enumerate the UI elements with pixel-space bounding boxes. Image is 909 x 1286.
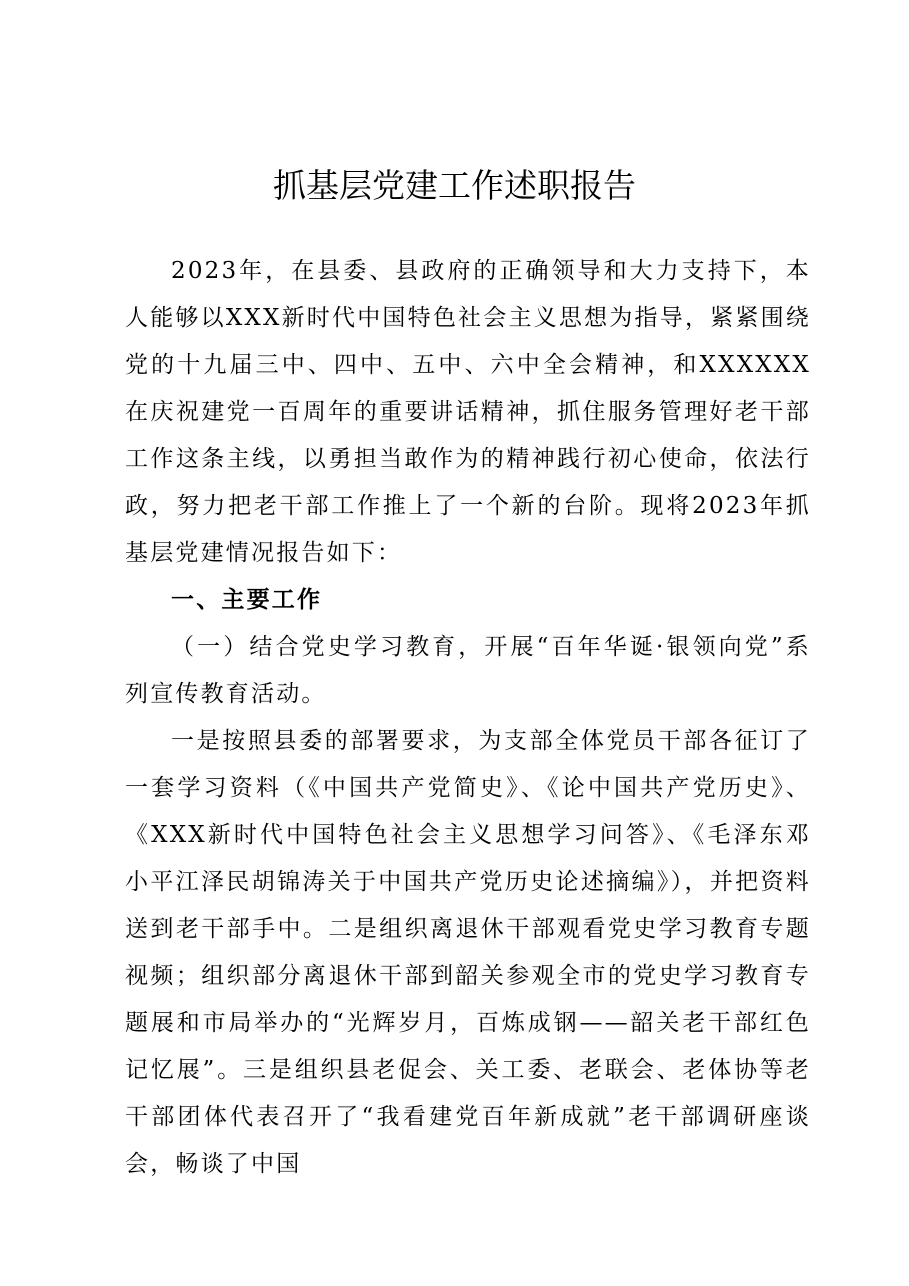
subsection-heading: （一）结合党史学习教育，开展“百年华诞·银领向党”系列宣传教育活动。 [125, 634, 811, 707]
body-paragraph: 一是按照县委的部署要求，为支部全体党员干部各征订了一套学习资料（《中国共产党简史》、《论中国共产党历史》、《XXX新时代中国特色社会主义思想学习问答》、《毛泽东邓小平江泽民胡锦涛关于中国共产党历史论述摘编》），并把资料送到老干部手中。二是组织离退休干部观看党史学习教育专题视频；组织部分离退休干部到韶关参观全市的党史学习教育专题展和市局举办的“光辉岁月，百炼成钢——韶关老干部红色记忆展”。三是组织县老促会、关工委、老联会、老体协等老干部团体代表召开了“我看建党百年新成就”老干部调研座谈会，畅谈了中国 [125, 728, 811, 1177]
document-body [125, 248, 811, 1188]
intro-paragraph: 2023年，在县委、县政府的正确领导和大力支持下，本人能够以XXX新时代中国特色社会主义思想为指导，紧紧围绕党的十九届三中、四中、五中、六中全会精神，和XXXXXX在庆祝建党一百周年的重要讲话精神，抓住服务管理好老干部工作这条主线，以勇担当敢作为的精神践行初心使命，依法行政，努力把老干部工作推上了一个新的台阶。现将2023年抓基层党建情况报告如下： [125, 258, 811, 566]
document-title: 抓基层党建工作述职报告 [273, 166, 636, 205]
section-heading: 一、主要工作 [171, 587, 323, 613]
